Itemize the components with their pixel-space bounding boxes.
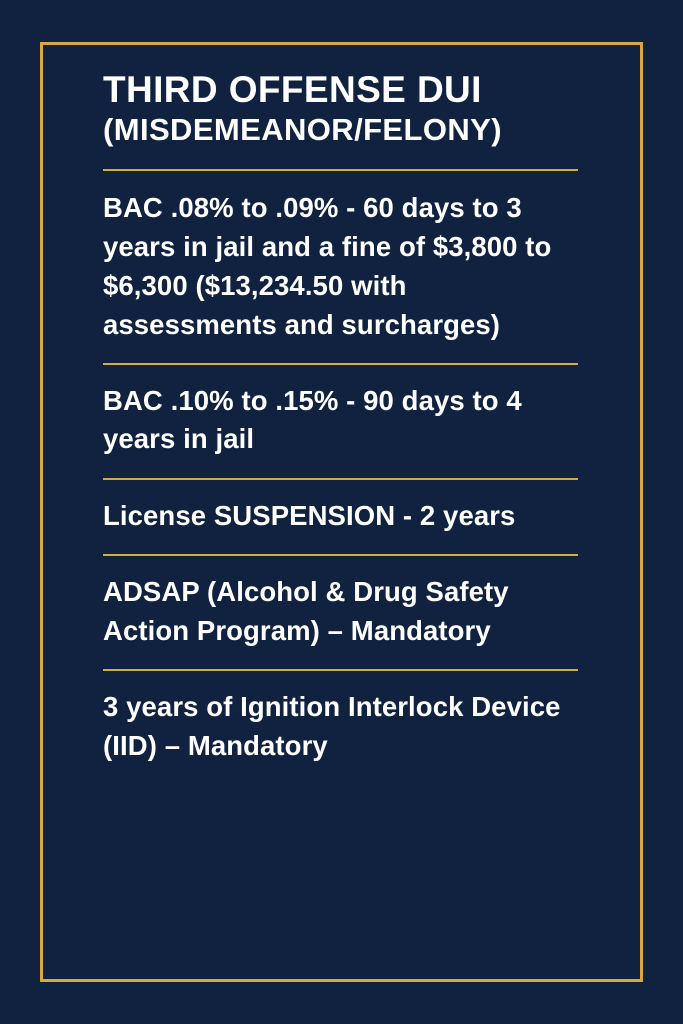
list-item: BAC .10% to .15% - 90 days to 4 years in jail — [103, 384, 522, 455]
title-line-secondary: (MISDEMEANOR/FELONY) — [103, 111, 502, 147]
divider — [103, 478, 578, 480]
divider — [103, 169, 578, 171]
list-item: ADSAP (Alcohol & Drug Safety Action Program) – Mandatory — [103, 576, 509, 646]
divider — [103, 554, 578, 556]
divider — [103, 363, 578, 365]
poster-content — [103, 70, 583, 765]
page-title — [103, 70, 583, 147]
list-item: License SUSPENSION - 2 years — [103, 499, 516, 531]
list-item: 3 years of Ignition Interlock Device (IID) – Mandatory — [103, 691, 561, 761]
list-item: BAC .08% to .09% - 60 days to 3 years in jail and a fine of $3,800 to $6,300 ($13,234.50 with assessments and surcharges) — [103, 191, 552, 340]
divider — [103, 669, 578, 671]
title-line-primary: THIRD OFFENSE DUI — [103, 69, 482, 110]
